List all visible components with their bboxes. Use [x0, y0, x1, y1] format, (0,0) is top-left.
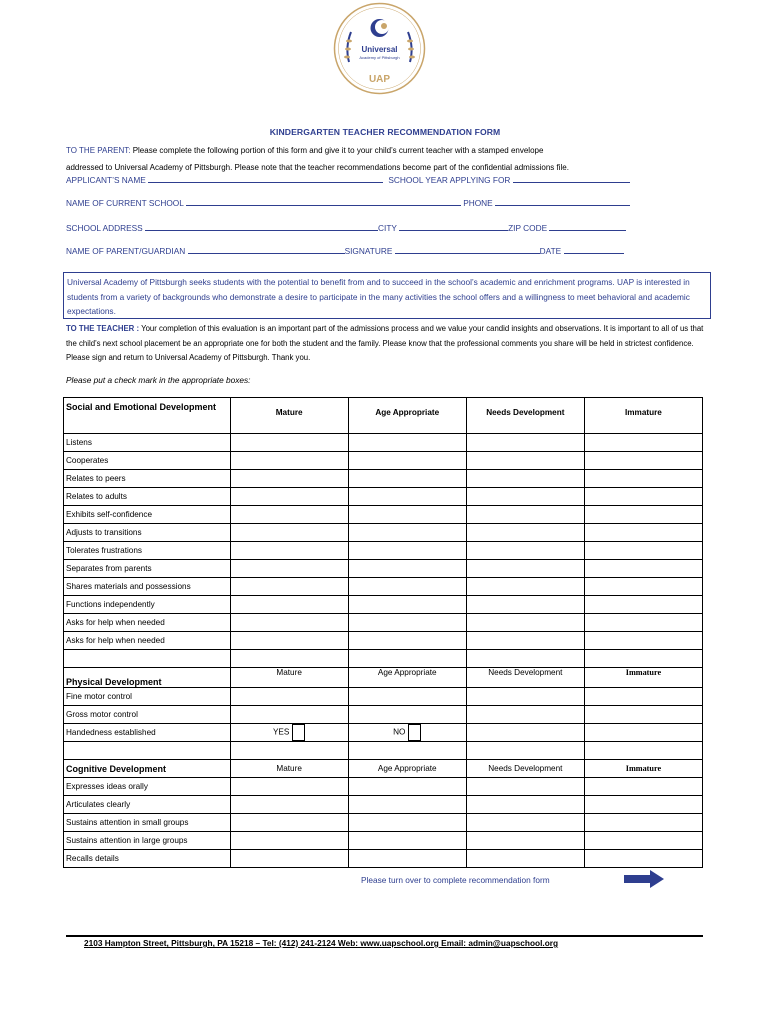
date-field[interactable]: [564, 244, 624, 254]
applicant-field[interactable]: [148, 173, 383, 183]
cell[interactable]: [230, 488, 348, 506]
cell[interactable]: [584, 524, 702, 542]
col-mature: Mature: [230, 398, 348, 434]
cell[interactable]: [466, 434, 584, 452]
teacher-text: Your completion of this evaluation is an important part of the admissions process and we value your candid insights and observations. It is important to all of us that the child’s next school placement be an appropriate one for both the student and the family. Please know that the professional comments you share will be held in strictest confidence. Please sign and return to Universal Academy of Pittsburgh. Thank you.: [66, 324, 704, 362]
social-header-row: [64, 398, 703, 434]
cell[interactable]: [466, 706, 584, 724]
cell[interactable]: [466, 632, 584, 650]
spacer-cell: [466, 650, 584, 668]
cell[interactable]: [466, 796, 584, 814]
cell[interactable]: [466, 778, 584, 796]
table-row: [64, 578, 703, 596]
physical-title: Physical Development: [64, 668, 231, 688]
cell[interactable]: [230, 506, 348, 524]
social-title: Social and Emotional Development: [64, 398, 231, 434]
col-immature: Immature: [584, 398, 702, 434]
row-label: Expresses ideas orally: [64, 778, 231, 796]
col-immature: Immature: [584, 668, 702, 688]
cell[interactable]: [230, 596, 348, 614]
parent-field[interactable]: [188, 244, 345, 254]
cell[interactable]: [348, 524, 466, 542]
cell[interactable]: [584, 614, 702, 632]
applicant-row: [66, 173, 630, 185]
table-row: [64, 724, 703, 742]
turn-over-note: Please turn over to complete recommendation form: [361, 875, 550, 885]
spacer-cell: [348, 650, 466, 668]
cell[interactable]: [466, 578, 584, 596]
row-label: Asks for help when needed: [64, 632, 231, 650]
cell[interactable]: [584, 688, 702, 706]
footer-divider: [66, 935, 703, 937]
col-needs-development: Needs Development: [466, 398, 584, 434]
row-label: Separates from parents: [64, 560, 231, 578]
cell[interactable]: [466, 832, 584, 850]
parent-lead: TO THE PARENT:: [66, 146, 131, 155]
cell[interactable]: [584, 560, 702, 578]
cell[interactable]: [466, 596, 584, 614]
row-label: Sustains attention in large groups: [64, 832, 231, 850]
row-label: Relates to adults: [64, 488, 231, 506]
cell[interactable]: [230, 706, 348, 724]
cell[interactable]: [230, 614, 348, 632]
row-label: Listens: [64, 434, 231, 452]
cell[interactable]: [348, 832, 466, 850]
cell[interactable]: [584, 632, 702, 650]
cell[interactable]: [466, 814, 584, 832]
cell[interactable]: [348, 542, 466, 560]
city-label: CITY: [378, 223, 397, 233]
yes-cell: [230, 724, 348, 742]
arrow-right-icon: [622, 869, 666, 889]
cell[interactable]: [584, 452, 702, 470]
spacer-row: [64, 742, 703, 760]
cell[interactable]: [348, 452, 466, 470]
address-row: [66, 221, 626, 233]
cell[interactable]: [348, 706, 466, 724]
cell[interactable]: [348, 614, 466, 632]
row-label: Relates to peers: [64, 470, 231, 488]
col-age-appropriate: Age Appropriate: [348, 668, 466, 688]
city-field[interactable]: [399, 221, 508, 231]
cell[interactable]: [584, 832, 702, 850]
cell[interactable]: [466, 688, 584, 706]
cognitive-title: Cognitive Development: [64, 760, 231, 778]
col-needs-development: Needs Development: [466, 668, 584, 688]
date-label: DATE: [539, 246, 562, 256]
spacer-cell: [466, 742, 584, 760]
cell[interactable]: [466, 452, 584, 470]
cell[interactable]: [466, 488, 584, 506]
cell[interactable]: [584, 434, 702, 452]
table-row: [64, 778, 703, 796]
cell[interactable]: [348, 796, 466, 814]
cell[interactable]: [230, 524, 348, 542]
zip-label: ZIP CODE: [508, 223, 548, 233]
form-title: KINDERGARTEN TEACHER RECOMMENDATION FORM: [269, 127, 501, 137]
table-row: [64, 470, 703, 488]
table-row: [64, 832, 703, 850]
address-label: SCHOOL ADDRESS: [66, 223, 143, 233]
table-row: [64, 542, 703, 560]
table-row: [64, 706, 703, 724]
col-age-appropriate: Age Appropriate: [348, 760, 466, 778]
cell[interactable]: [584, 542, 702, 560]
table-row: [64, 524, 703, 542]
cell[interactable]: [466, 614, 584, 632]
mission-statement: Universal Academy of Pittsburgh seeks students with the potential to benefit from and to succeed in the school’s academic and enrichment programs. UAP is interested in students from a variety of backgrounds who demonstrate a desire to participate in the many activities the school offers and a willingness to meet behavioral and academic expectations.: [63, 272, 711, 319]
footer-contact: 2103 Hampton Street, Pittsburgh, PA 15218 – Tel: (412) 241-2124 Web: www.uapschool.org Email: admin@uapschool.org: [84, 938, 559, 948]
row-label: Functions independently: [64, 596, 231, 614]
cell[interactable]: [466, 524, 584, 542]
evaluation-table: [63, 397, 703, 868]
zip-field[interactable]: [549, 221, 626, 231]
spacer-cell: [230, 742, 348, 760]
table-row: [64, 596, 703, 614]
parent-instructions: [66, 142, 716, 176]
row-label: Articulates clearly: [64, 796, 231, 814]
row-label: Exhibits self-confidence: [64, 506, 231, 524]
logo-name: Universal: [361, 45, 398, 54]
table-row: [64, 850, 703, 868]
signature-label: SIGNATURE: [344, 246, 393, 256]
cell[interactable]: [230, 578, 348, 596]
col-age-appropriate: Age Appropriate: [348, 398, 466, 434]
cell[interactable]: [584, 850, 702, 868]
spacer-cell: [584, 742, 702, 760]
cell[interactable]: [348, 506, 466, 524]
cell[interactable]: [584, 578, 702, 596]
cell[interactable]: [348, 850, 466, 868]
phone-label: PHONE: [463, 198, 493, 208]
current-school-label: NAME OF CURRENT SCHOOL: [66, 198, 184, 208]
cell[interactable]: [584, 778, 702, 796]
cell: [466, 724, 584, 742]
row-label: Cooperates: [64, 452, 231, 470]
row-label: Fine motor control: [64, 688, 231, 706]
cell[interactable]: [584, 796, 702, 814]
cell[interactable]: [230, 796, 348, 814]
teacher-lead: TO THE TEACHER :: [66, 324, 140, 333]
phone-field[interactable]: [495, 196, 630, 206]
cell[interactable]: [230, 470, 348, 488]
cell[interactable]: [466, 470, 584, 488]
school-year-field[interactable]: [513, 173, 630, 183]
current-school-field[interactable]: [186, 196, 461, 206]
no-label: NO: [393, 727, 406, 737]
cognitive-header-row: [64, 760, 703, 778]
cell[interactable]: [348, 814, 466, 832]
cell[interactable]: [230, 814, 348, 832]
cell[interactable]: [466, 542, 584, 560]
table-row: [64, 614, 703, 632]
row-label: Asks for help when needed: [64, 614, 231, 632]
no-checkbox[interactable]: [408, 724, 421, 741]
col-needs-development: Needs Development: [466, 760, 584, 778]
spacer-cell: [348, 742, 466, 760]
table-row: [64, 434, 703, 452]
yes-checkbox[interactable]: [292, 724, 305, 741]
current-school-row: [66, 196, 630, 208]
row-label: Adjusts to transitions: [64, 524, 231, 542]
cell[interactable]: [230, 778, 348, 796]
check-note: Please put a check mark in the appropriate boxes:: [66, 375, 251, 385]
cell[interactable]: [584, 814, 702, 832]
parent-text-2: addressed to Universal Academy of Pittsburgh. Please note that the teacher recommendations become part of the confidential admissions file.: [66, 163, 569, 172]
no-cell: [348, 724, 466, 742]
cell[interactable]: [466, 560, 584, 578]
table-row: [64, 796, 703, 814]
cell[interactable]: [348, 578, 466, 596]
logo-sub: Academy of Pittsburgh: [359, 55, 400, 60]
col-mature: Mature: [230, 760, 348, 778]
cell[interactable]: [348, 488, 466, 506]
table-row: [64, 506, 703, 524]
table-row: [64, 452, 703, 470]
cell[interactable]: [230, 542, 348, 560]
yes-label: YES: [272, 727, 290, 737]
cell[interactable]: [466, 850, 584, 868]
cell[interactable]: [584, 488, 702, 506]
table-row: [64, 814, 703, 832]
spacer-row: [64, 650, 703, 668]
cell[interactable]: [584, 470, 702, 488]
col-immature: Immature: [584, 760, 702, 778]
spacer-cell: [584, 650, 702, 668]
cell[interactable]: [230, 434, 348, 452]
cell[interactable]: [584, 706, 702, 724]
cell: [584, 724, 702, 742]
table-row: [64, 488, 703, 506]
spacer-cell: [64, 650, 231, 668]
parent-label: NAME OF PARENT/GUARDIAN: [66, 246, 186, 256]
signature-field[interactable]: [395, 244, 540, 254]
address-field[interactable]: [145, 221, 378, 231]
teacher-instructions: [66, 322, 716, 366]
physical-header-row: [64, 668, 703, 688]
cell[interactable]: [230, 560, 348, 578]
cell[interactable]: [230, 688, 348, 706]
row-label: Recalls details: [64, 850, 231, 868]
row-label: Gross motor control: [64, 706, 231, 724]
applicant-label: APPLICANT’S NAME: [66, 175, 146, 185]
parent-row: [66, 244, 624, 256]
cell[interactable]: [348, 560, 466, 578]
parent-text-1: Please complete the following portion of this form and give it to your child’s current teacher with a stamped envelope: [130, 146, 544, 155]
cell[interactable]: [348, 632, 466, 650]
col-mature: Mature: [230, 668, 348, 688]
row-label: Sustains attention in small groups: [64, 814, 231, 832]
cell[interactable]: [348, 470, 466, 488]
table-row: [64, 688, 703, 706]
cell[interactable]: [348, 434, 466, 452]
cell[interactable]: [584, 506, 702, 524]
uap-logo: [333, 2, 426, 95]
spacer-cell: [64, 742, 231, 760]
cell[interactable]: [230, 832, 348, 850]
cell[interactable]: [584, 596, 702, 614]
spacer-cell: [230, 650, 348, 668]
table-row: [64, 632, 703, 650]
cell[interactable]: [348, 778, 466, 796]
cell[interactable]: [230, 632, 348, 650]
cell[interactable]: [230, 850, 348, 868]
school-year-label: SCHOOL YEAR APPLYING FOR: [388, 175, 511, 185]
logo-short: UAP: [368, 74, 391, 85]
table-row: [64, 560, 703, 578]
cell[interactable]: [230, 452, 348, 470]
row-label: Tolerates frustrations: [64, 542, 231, 560]
row-label: Shares materials and possessions: [64, 578, 231, 596]
cell[interactable]: [348, 596, 466, 614]
cell[interactable]: [348, 688, 466, 706]
cell[interactable]: [466, 506, 584, 524]
row-label: Handedness established: [64, 724, 231, 742]
